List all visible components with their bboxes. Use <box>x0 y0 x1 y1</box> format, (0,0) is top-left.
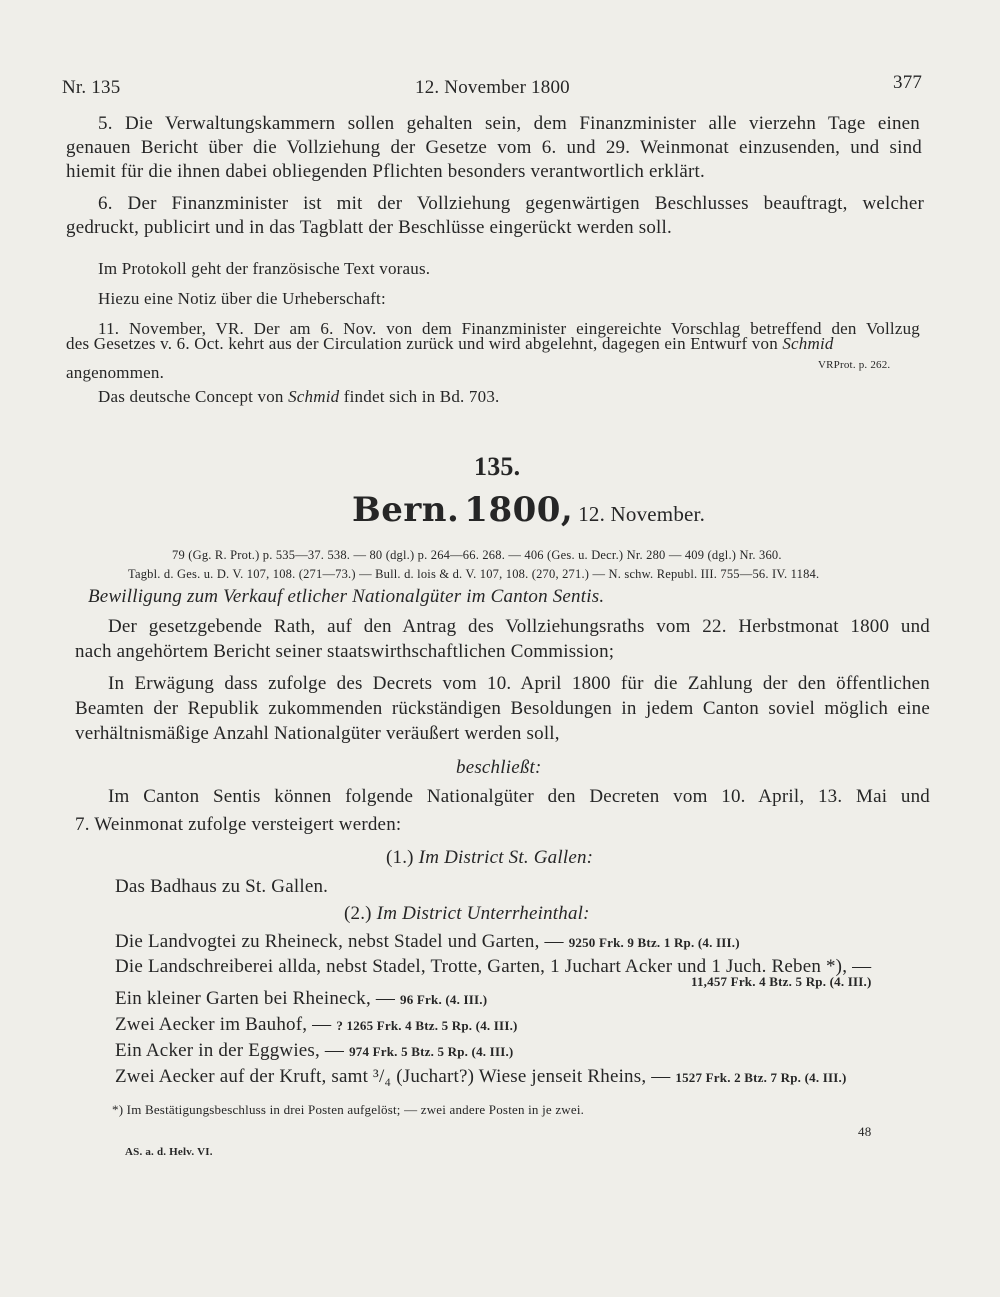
intro-line-1: Im Canton Sentis können folgende Nationalgüter den Decreten vom 10. April, 13. Mai und <box>108 786 930 807</box>
district-2-item-6 <box>115 1066 846 1088</box>
sources-line-1: 79 (Gg. R. Prot.) p. 535—37. 538. — 80 (dgl.) p. 264—66. 268. — 406 (Ges. u. Decr.) Nr. 280 — 409 (dgl.) Nr. 360. <box>172 548 782 562</box>
resolves-heading: beschließt: <box>456 757 542 778</box>
item-4-text: Zwei Aecker im Bauhof, — <box>115 1014 332 1035</box>
vr-protocol-reference: VRProt. p. 262. <box>818 359 891 371</box>
district-2-item-1 <box>115 931 740 953</box>
intro-line-2: 7. Weinmonat zufolge versteigert werden: <box>75 814 402 835</box>
concept-note-post: findet sich in Bd. 703. <box>339 387 500 406</box>
footnote: *) Im Bestätigungsbeschluss in drei Posten aufgelöst; — zwei andere Posten in je zwei. <box>112 1102 585 1117</box>
sheet-number: 48 <box>858 1124 872 1139</box>
concept-note <box>98 386 499 408</box>
item-3-price: 96 Frk. (4. III.) <box>400 992 488 1007</box>
document-dateline <box>352 490 705 530</box>
district-2-heading <box>344 903 590 925</box>
authorship-line-2 <box>66 333 834 355</box>
preamble-2-line-2: Beamten der Republik zukommenden rückständigen Besoldungen in jedem Canton soviel möglich eine <box>75 698 930 719</box>
preamble-2-line-1: In Erwägung dass zufolge des Decrets vom 10. April 1800 für die Zahlung der den öffentlichen <box>108 673 930 694</box>
preamble-1-line-2: nach angehörtem Bericht seiner staatswirthschaftlichen Commission; <box>75 641 615 662</box>
district-1-name: Im District St. Gallen: <box>418 847 594 868</box>
item-2-price: 11,457 Frk. 4 Btz. 5 Rp. (4. III.) <box>691 974 872 989</box>
authorship-line-3: angenommen. <box>66 363 165 382</box>
preamble-2-line-3: verhältnismäßige Anzahl Nationalgüter veräußert werden soll, <box>75 723 560 744</box>
paragraph-5-line-2: genauen Bericht über die Vollziehung der Gesetze vom 6. und 29. Weinmonat einzusenden, und sind <box>66 137 922 158</box>
concept-author: Schmid <box>288 387 340 406</box>
item-4-price: ? 1265 Frk. 4 Btz. 5 Rp. (4. III.) <box>336 1018 518 1033</box>
preamble-1-line-1: Der gesetzgebende Rath, auf den Antrag des Vollziehungsraths vom 22. Herbstmonat 1800 und <box>108 616 930 637</box>
district-2-number: (2.) <box>344 903 372 924</box>
sources-line-2: Tagbl. d. Ges. u. D. V. 107, 108. (271—73.) — Bull. d. lois & d. V. 107, 108. (270, 271.) — N. schw. Republ. III. 755—56. IV. 1184. <box>128 567 820 581</box>
authorship-line-1: 11. November, VR. Der am 6. Nov. von dem Finanzminister eingereichte Vorschlag betreffend den Vollzug <box>98 319 920 338</box>
district-2-item-2: Die Landschreiberei allda, nebst Stadel, Trotte, Garten, 1 Juchart Acker und 1 Juch. Reben *), — <box>115 956 872 977</box>
district-2-item-3 <box>115 988 487 1010</box>
concept-note-pre: Das deutsche Concept von <box>98 387 289 406</box>
author-name: Schmid <box>782 334 834 353</box>
item-5-price: 974 Frk. 5 Btz. 5 Rp. (4. III.) <box>349 1044 514 1059</box>
authorship-line-2-text: des Gesetzes v. 6. Oct. kehrt aus der Circulation zurück und wird abgelehnt, dagegen ein Entwurf von <box>66 334 778 353</box>
paragraph-5-line-1: 5. Die Verwaltungskammern sollen gehalten sein, dem Finanzminister alle vierzehn Tage einen <box>98 113 920 134</box>
header-number: Nr. 135 <box>62 77 121 98</box>
district-2-item-5 <box>115 1040 513 1062</box>
district-1-item-1: Das Badhaus zu St. Gallen. <box>115 876 329 897</box>
header-date: 12. November 1800 <box>415 77 570 98</box>
document-day: 12. November. <box>578 502 706 526</box>
protocol-note: Im Protokoll geht der französische Text voraus. <box>98 259 431 278</box>
sheet-signature: AS. a. d. Helv. VI. <box>125 1146 213 1158</box>
item-6-price: 1527 Frk. 2 Btz. 7 Rp. (4. III.) <box>675 1070 847 1085</box>
paragraph-6-line-2: gedruckt, publicirt und in das Tagblatt der Beschlüsse eingerückt werden soll. <box>66 217 672 238</box>
district-2-item-4 <box>115 1014 518 1036</box>
document-title: Bewilligung zum Verkauf etlicher Nationalgüter im Canton Sentis. <box>88 586 605 607</box>
item-1-price: 9250 Frk. 9 Btz. 1 Rp. (4. III.) <box>568 935 740 950</box>
document-place: Bern. <box>352 490 460 530</box>
paragraph-6-line-1: 6. Der Finanzminister ist mit der Vollziehung gegenwärtigen Beschlusses beauftragt, welcher <box>98 193 924 214</box>
authorship-note-heading: Hiezu eine Notiz über die Urheberschaft: <box>98 289 386 308</box>
item-1-text: Die Landvogtei zu Rheineck, nebst Stadel und Garten, — <box>115 931 564 952</box>
item-6-text: Zwei Aecker auf der Kruft, samt ³/₄ (Juchart?) Wiese jenseit Rheins, — <box>115 1066 671 1087</box>
document-number: 135. <box>474 452 521 481</box>
item-5-text: Ein Acker in der Eggwies, — <box>115 1040 345 1061</box>
paragraph-5-line-3: hiemit für die ihnen dabei obliegenden Pflichten besonders verantwortlich erklärt. <box>66 161 705 182</box>
district-1-heading <box>386 847 593 869</box>
item-3-text: Ein kleiner Garten bei Rheineck, — <box>115 988 396 1009</box>
district-2-name: Im District Unterrheinthal: <box>376 903 590 924</box>
page-number: 377 <box>893 72 923 93</box>
document-year: 1800, <box>464 490 574 530</box>
district-1-number: (1.) <box>386 847 414 868</box>
